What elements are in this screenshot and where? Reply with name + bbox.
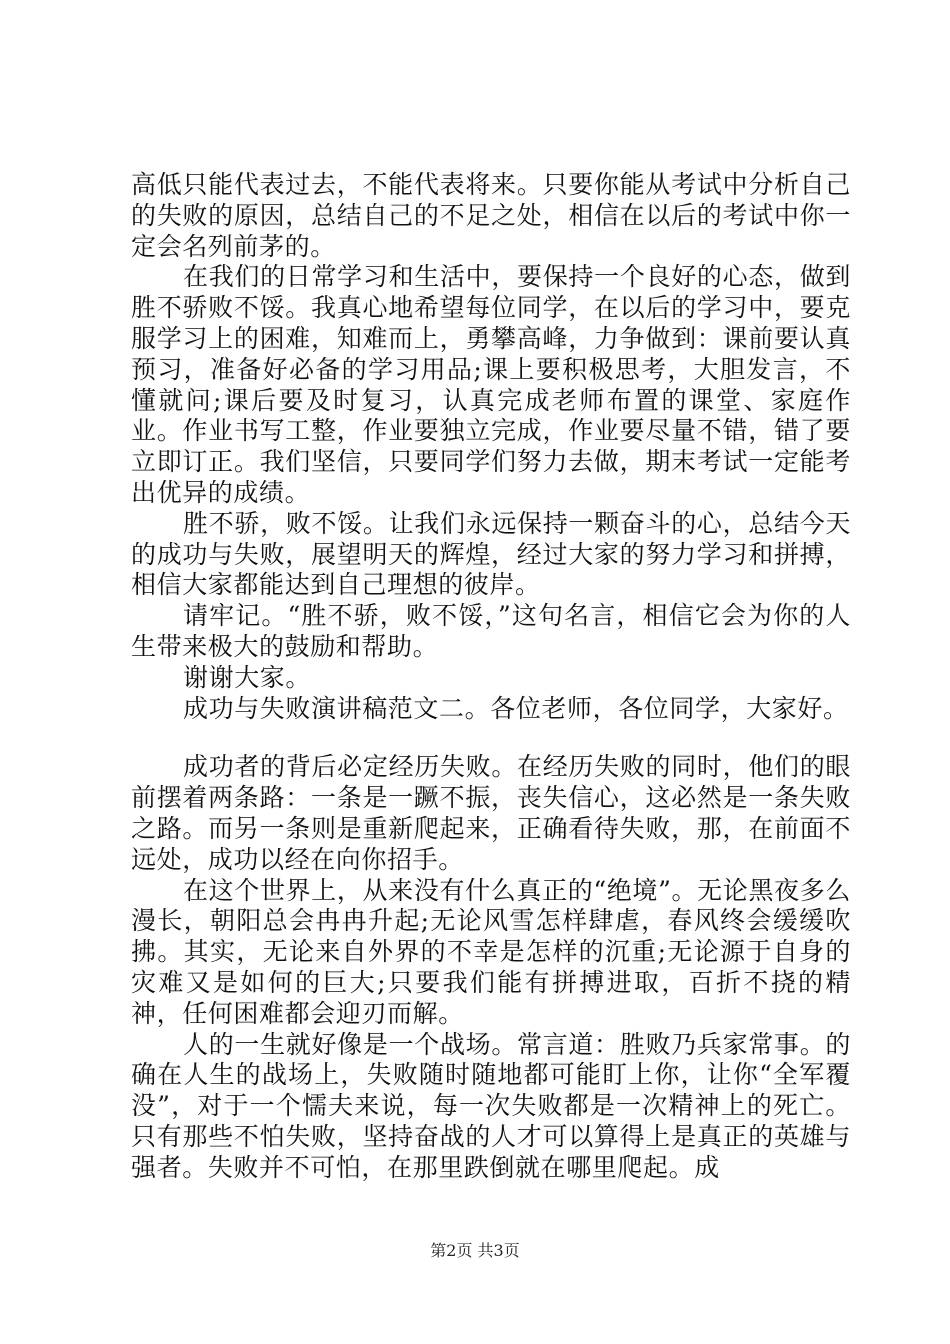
- paragraph-8: 人的一生就好像是一个战场。常言道：胜败乃兵家常事。的确在人生的战场上，失败随时随地都可能盯上你，让你“全军覆没”，对于一个懦夫来说，每一次失败都是一次精神上的死亡。只有那些不怕失败，坚持奋战的人才可以算得上是真正的英雄与强者。失败并不可怕，在那里跌倒就在哪里爬起。成: [131, 1029, 851, 1182]
- paragraph-7: 在这个世界上，从来没有什么真正的“绝境”。无论黑夜多么漫长，朝阳总会冉冉升起;无论风雪怎样肆虐，春风终会缓缓吹拂。其实，无论来自外界的不幸是怎样的沉重;无论源于自身的灾难又是如何的巨大;只要我们能有拼搏进取，百折不挠的精神，任何困难都会迎刃而解。: [131, 875, 851, 1028]
- document-body: [131, 170, 851, 1184]
- section-heading: 成功与失败演讲稿范文二。各位老师，各位同学，大家好。: [183, 693, 849, 723]
- paragraph-4: 请牢记。“胜不骄，败不馁，”这句名言，相信它会为你的人生带来极大的鼓励和帮助。: [131, 601, 851, 661]
- paragraph-5: 谢谢大家。: [183, 662, 312, 692]
- paragraph-6: 成功者的背后必定经历失败。在经历失败的同时，他们的眼前摆着两条路：一条是一蹶不振，丧失信心，这必然是一条失败之路。而另一条则是重新爬起来，正确看待失败，那，在前面不远处，成功以经在向你招手。: [131, 752, 851, 874]
- paragraph-3: 胜不骄，败不馁。让我们永远保持一颗奋斗的心，总结今天的成功与失败，展望明天的辉煌，经过大家的努力学习和拼搏，相信大家都能达到自己理想的彼岸。: [131, 508, 851, 600]
- paragraph-gap: [131, 724, 851, 752]
- paragraph-2: 在我们的日常学习和生活中，要保持一个良好的心态，做到胜不骄败不馁。我真心地希望每位同学，在以后的学习中，要克服学习上的困难，知难而上，勇攀高峰，力争做到：课前要认真预习，准备好必备的学习用品;课上要积极思考，大胆发言，不懂就问;课后要及时复习，认真完成老师布置的课堂、家庭作业。作业书写工整，作业要独立完成，作业要尽量不错，错了要立即订正。我们坚信，只要同学们努力去做，期末考试一定能考出优异的成绩。: [131, 262, 851, 507]
- page-number: 第2页 共3页: [430, 1241, 520, 1260]
- paragraph-1: 高低只能代表过去，不能代表将来。只要你能从考试中分析自己的失败的原因，总结自己的不足之处，相信在以后的考试中你一定会名列前茅的。: [131, 170, 851, 261]
